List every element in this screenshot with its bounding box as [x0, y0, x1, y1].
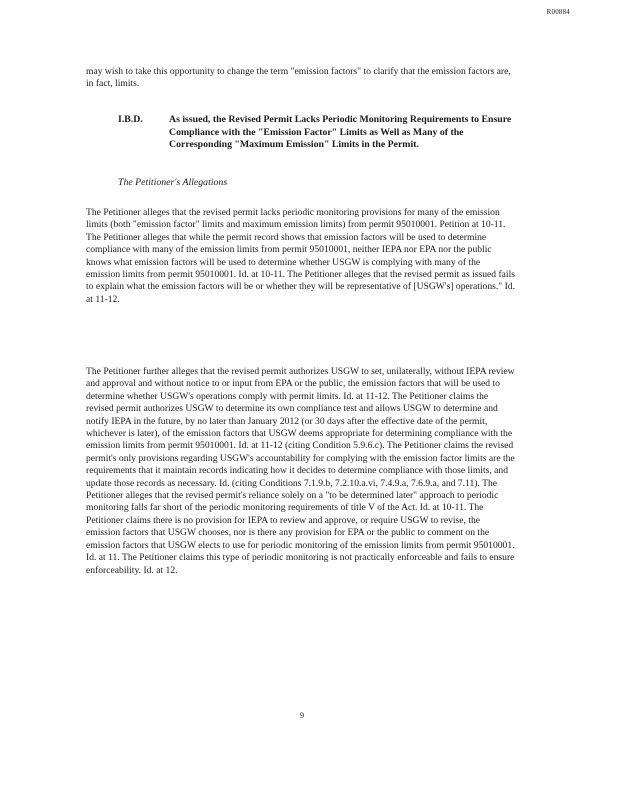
subheading: The Petitioner's Allegations [118, 177, 228, 188]
section-number: I.B.D. [118, 114, 143, 125]
section-title: As issued, the Revised Permit Lacks Periodic Monitoring Requirements to Ensure Compliance with the "Emission Factor" Limits as Well as Many of the Corresponding "Maximum Emission" Limits in the Permit. [169, 114, 512, 150]
document-id: R00884 [546, 8, 570, 16]
intro-paragraph: may wish to take this opportunity to change the term "emission factors" to clarify that the emission factors are, in fact, limits. [86, 66, 511, 90]
body-paragraph: The Petitioner further alleges that the revised permit authorizes USGW to set, unilaterally, without IEPA review and approval and without notice to or input from EPA or the public, the emission factors that will be used to determine whether USGW's operations comply with permit limits. Id. at 11-12. The Petitioner claims the revised permit authorizes USGW to determine its own compliance test and allows USGW to determine and notify IEPA in the future, by no later than January 2012 (or 30 days after the effective date of the permit, whichever is later), of the emission factors that USGW deems appropriate for determining compliance with the emission limits from permit 95010001. Id. at 11-12 (citing Condition 5.9.6.c). The Petitioner claims the revised permit's only provisions regarding USGW's accountability for complying with the emission factor limits are the requirements that it maintain records indicating how it decides to determine compliance with those limits, and update those records as necessary. Id. (citing Conditions 7.1.9.b, 7.2.10.a.vi, 7.4.9.a, 7.6.9.a, and 7.11). The Petitioner alleges that the revised permit's reliance solely on a "to be determined later" approach to periodic monitoring falls far short of the periodic monitoring requirements of title V of the Act. Id. at 10-11. The Petitioner claims there is no provision for IEPA to review and approve, or require USGW to revise, the emission factors that USGW chooses, nor is there any provision for EPA or the public to comment on the emission factors that USGW elects to use for periodic monitoring of the emission limits from permit 95010001. Id. at 11. The Petitioner claims this type of periodic monitoring is not practically enforceable and fails to ensure enforceability. Id. at 12. [86, 366, 515, 576]
page-number: 9 [300, 711, 304, 720]
body-paragraph: The Petitioner alleges that the revised permit lacks periodic monitoring provisions for many of the emission limits (both "emission factor" limits and maximum emission limits) from permit 95010001. Petition at 10-11. The Petitioner alleges that while the permit record shows that emission factors will be used to determine compliance with many of the emission limits from permit 95010001, neither IEPA nor EPA nor the public knows what emission factors will be used to determine whether USGW is complying with many of the emission limits from permit 95010001. Id. at 10-11. The Petitioner alleges that the revised permit as issued fails to explain what the emission factors will be or whether they will be representative of [USGW's] operations." Id. at 11-12. [86, 207, 515, 305]
